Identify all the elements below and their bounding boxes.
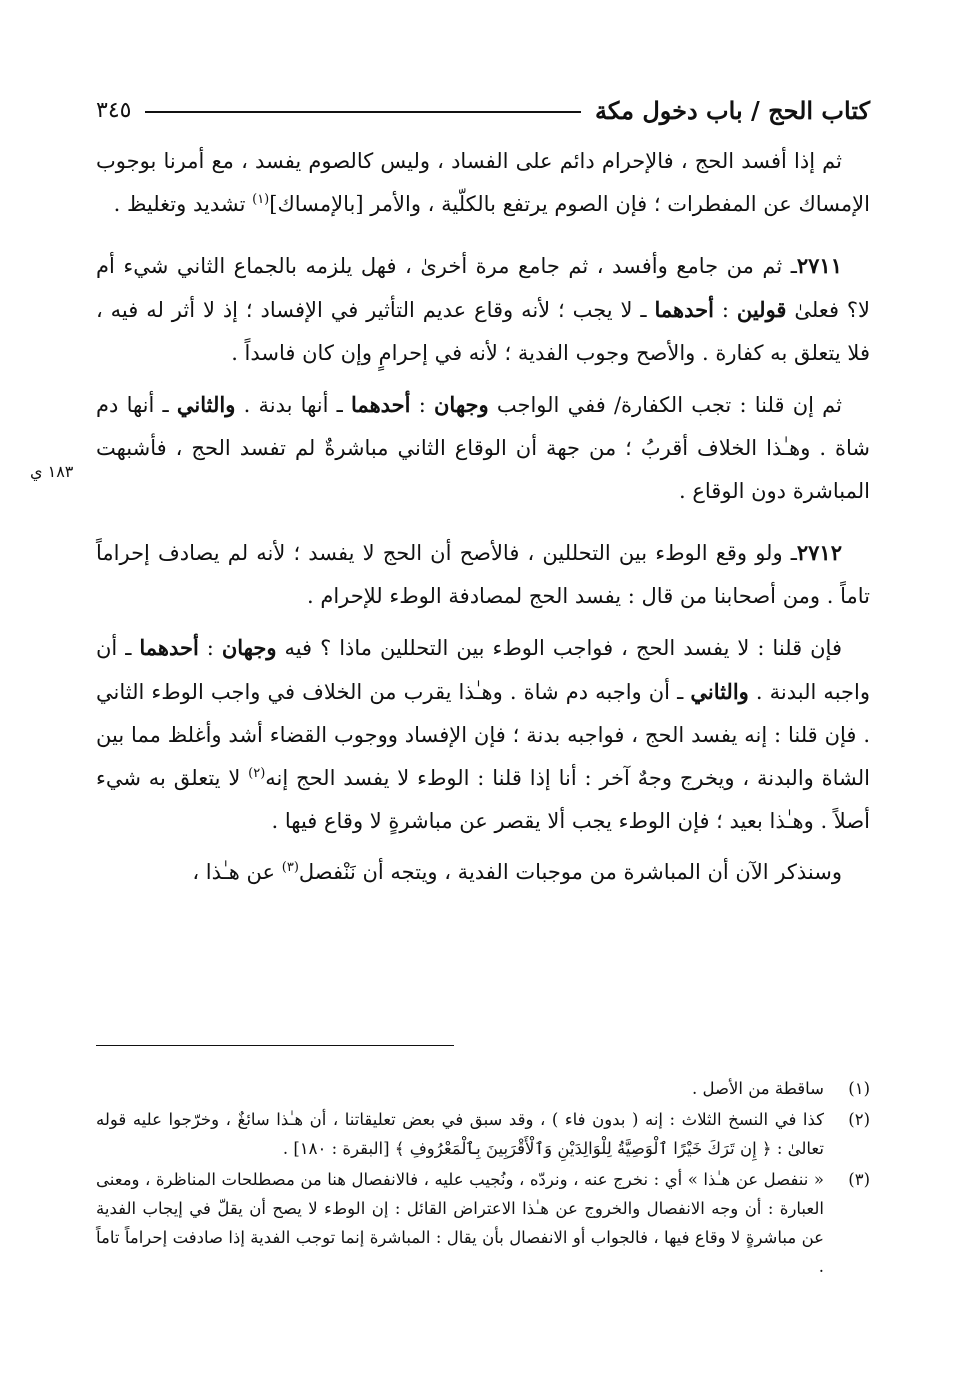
text-run: : xyxy=(713,298,737,322)
paragraph xyxy=(96,140,870,226)
bold-term: قولين xyxy=(736,297,787,322)
footnote-separator xyxy=(96,1045,454,1046)
footnote-ref[interactable]: (٣) xyxy=(281,860,299,875)
text-run: ثم إذا أفسد الحج ، فالإحرام دائم على الفساد ، وليس كالصوم يفسد ، مع أمرنا بوجوب الإمساك عن المفطرات ؛ فإن الصوم يرتفع بالكلّية ، والأمر [بالإمساك] xyxy=(96,149,870,216)
paragraph-2711 xyxy=(96,244,870,375)
footnotes xyxy=(96,1074,870,1283)
paragraph-2712 xyxy=(96,531,870,618)
footnote-number: (٣) xyxy=(848,1170,870,1189)
page-number: ٣٤٥ xyxy=(96,97,132,123)
footnote-number: (١) xyxy=(848,1079,870,1098)
issue-number: ٢٧١١ xyxy=(796,253,842,278)
text-run: ـ ولو وقع الوطء بين التحللين ، فالأصح أن الحج لا يفسد ؛ لأنه لم يصادف إحراماً تاماً . ومن أصحابنا من قال : يفسد الحج لمصادفة الوطء للإحرام . xyxy=(96,541,870,608)
paragraph xyxy=(96,851,870,894)
text-run: فإن قلنا : لا يفسد الحج ، فواجب الوطء بين التحللين ماذا ؟ فيه xyxy=(276,636,842,660)
chapter-title: كتاب الحج / باب دخول مكة xyxy=(594,95,870,125)
paragraph xyxy=(96,626,870,843)
footnote-ref[interactable]: (٢) xyxy=(248,766,266,781)
header-rule xyxy=(145,111,581,113)
bold-term: والثاني xyxy=(690,679,749,704)
text-run: ـ أن واجبه البدنة . xyxy=(96,636,870,704)
text-run: ـ ثم من جامع وأفسد ، ثم جامع مرة أخرىٰ ، فهل يلزمه بالجماع الثاني شيء أم لا؟ فعلىٰ xyxy=(96,254,871,322)
text-run: : xyxy=(198,636,222,660)
bold-term: أحدهما xyxy=(351,392,411,417)
running-header xyxy=(96,90,870,130)
bold-term: وجهان xyxy=(221,635,277,660)
bold-term: والثاني xyxy=(176,392,236,417)
text-run: لا يتعلق به شيء أصلاً . وهـٰذا بعيد ؛ فإن الوطء يجب ألا يقصر عن مباشرةٍ لا وقاع فيها . xyxy=(96,766,870,833)
bold-term: أحدهما xyxy=(654,297,714,322)
text-run: : xyxy=(410,393,434,417)
footnote-number: (٢) xyxy=(848,1110,870,1129)
issue-number: ٢٧١٢ xyxy=(796,540,842,565)
manuscript-folio-marker: ١٨٣ ي xyxy=(30,462,74,481)
bold-term: أحدهما xyxy=(139,635,199,660)
footnote xyxy=(96,1105,870,1163)
footnote-text: « ننفصل عن هـٰذا » أي : نخرج عنه ، ونردّه ، ونُجيب عليه ، فالانفصال هنا من مصطلحات المناظرة ، ومعنى العبارة : أن وجه الانفصال والخروج عن هـٰذا الاعتراض القائل : إن الوطء لا يصح أن يقلّ في إيجاب الفدية عن مباشرةٍ لا وقاع فيها ، فالجواب أو الانفصال بأن يقال : المباشرة إنما توجب الفدية إذا صادفت إحراماً تاماً . xyxy=(96,1170,824,1276)
text-run: تشديد وتغليظ . xyxy=(113,192,253,216)
main-text xyxy=(96,140,870,894)
text-run: ـ لا يجب ؛ لأنه وقاع عديم التأثير في الإفساد ؛ إذ لا أثر له فيه ، فلا يتعلق به كفارة . والأصح وجوب الفدية ؛ لأنه في إحرامٍ وإن كان فاسداً . xyxy=(96,298,870,365)
paragraph xyxy=(96,383,870,513)
text-run: ثم إن قلنا : تجب الكفارة/ ففي الواجب xyxy=(488,393,842,417)
footnote-ref[interactable]: (١) xyxy=(252,192,270,207)
footnote xyxy=(96,1165,870,1281)
text-run: ـ أنها دم شاة . وهـٰذا الخلاف أقربُ ؛ من جهة أن الوقاع الثاني مباشرةٌ لم تفسد الحج ، فأشبهت المباشرة دون الوقاع . xyxy=(96,393,870,503)
text-run: ـ أن واجبه دم شاة . وهـٰذا يقرب من الخلاف في واجب الوطء الثاني . فإن قلنا : إنه يفسد الحج ، فواجبه بدنة ؛ فإن الإفساد ووجوب القضاء أشد وأغلظ مما بين الشاة والبدنة ، ويخرج وجهٌ آخر : أنا إذا قلنا : الوطء لا يفسد الحج إنه xyxy=(96,680,870,790)
text-run: عن هـٰذا ، xyxy=(192,860,282,884)
text-run: وسنذكر الآن أن المباشرة من موجبات الفدية ، ويتجه أن نَنْفصل xyxy=(298,860,842,884)
bold-term: وجهان xyxy=(434,392,489,417)
text-run: ـ أنها بدنة . xyxy=(235,393,352,417)
footnote xyxy=(96,1074,870,1103)
book-page xyxy=(96,78,870,1378)
footnote-text: ساقطة من الأصل . xyxy=(692,1079,824,1098)
footnote-text: كذا في النسخ الثلاث : إنه ( بدون فاء ) ، وقد سبق في بعض تعليقاتنا ، أن هـٰذا سائغٌ ، وخرّجوا عليه قوله تعالىٰ : ﴿ إِن تَرَكَ خَيْرًا ٱلْوَصِيَّةُ لِلْوَالِدَيْنِ وَٱلْأَقْرَبِينَ بِٱلْمَعْرُوفِ ﴾ [البقرة : ١٨٠] . xyxy=(96,1110,824,1158)
